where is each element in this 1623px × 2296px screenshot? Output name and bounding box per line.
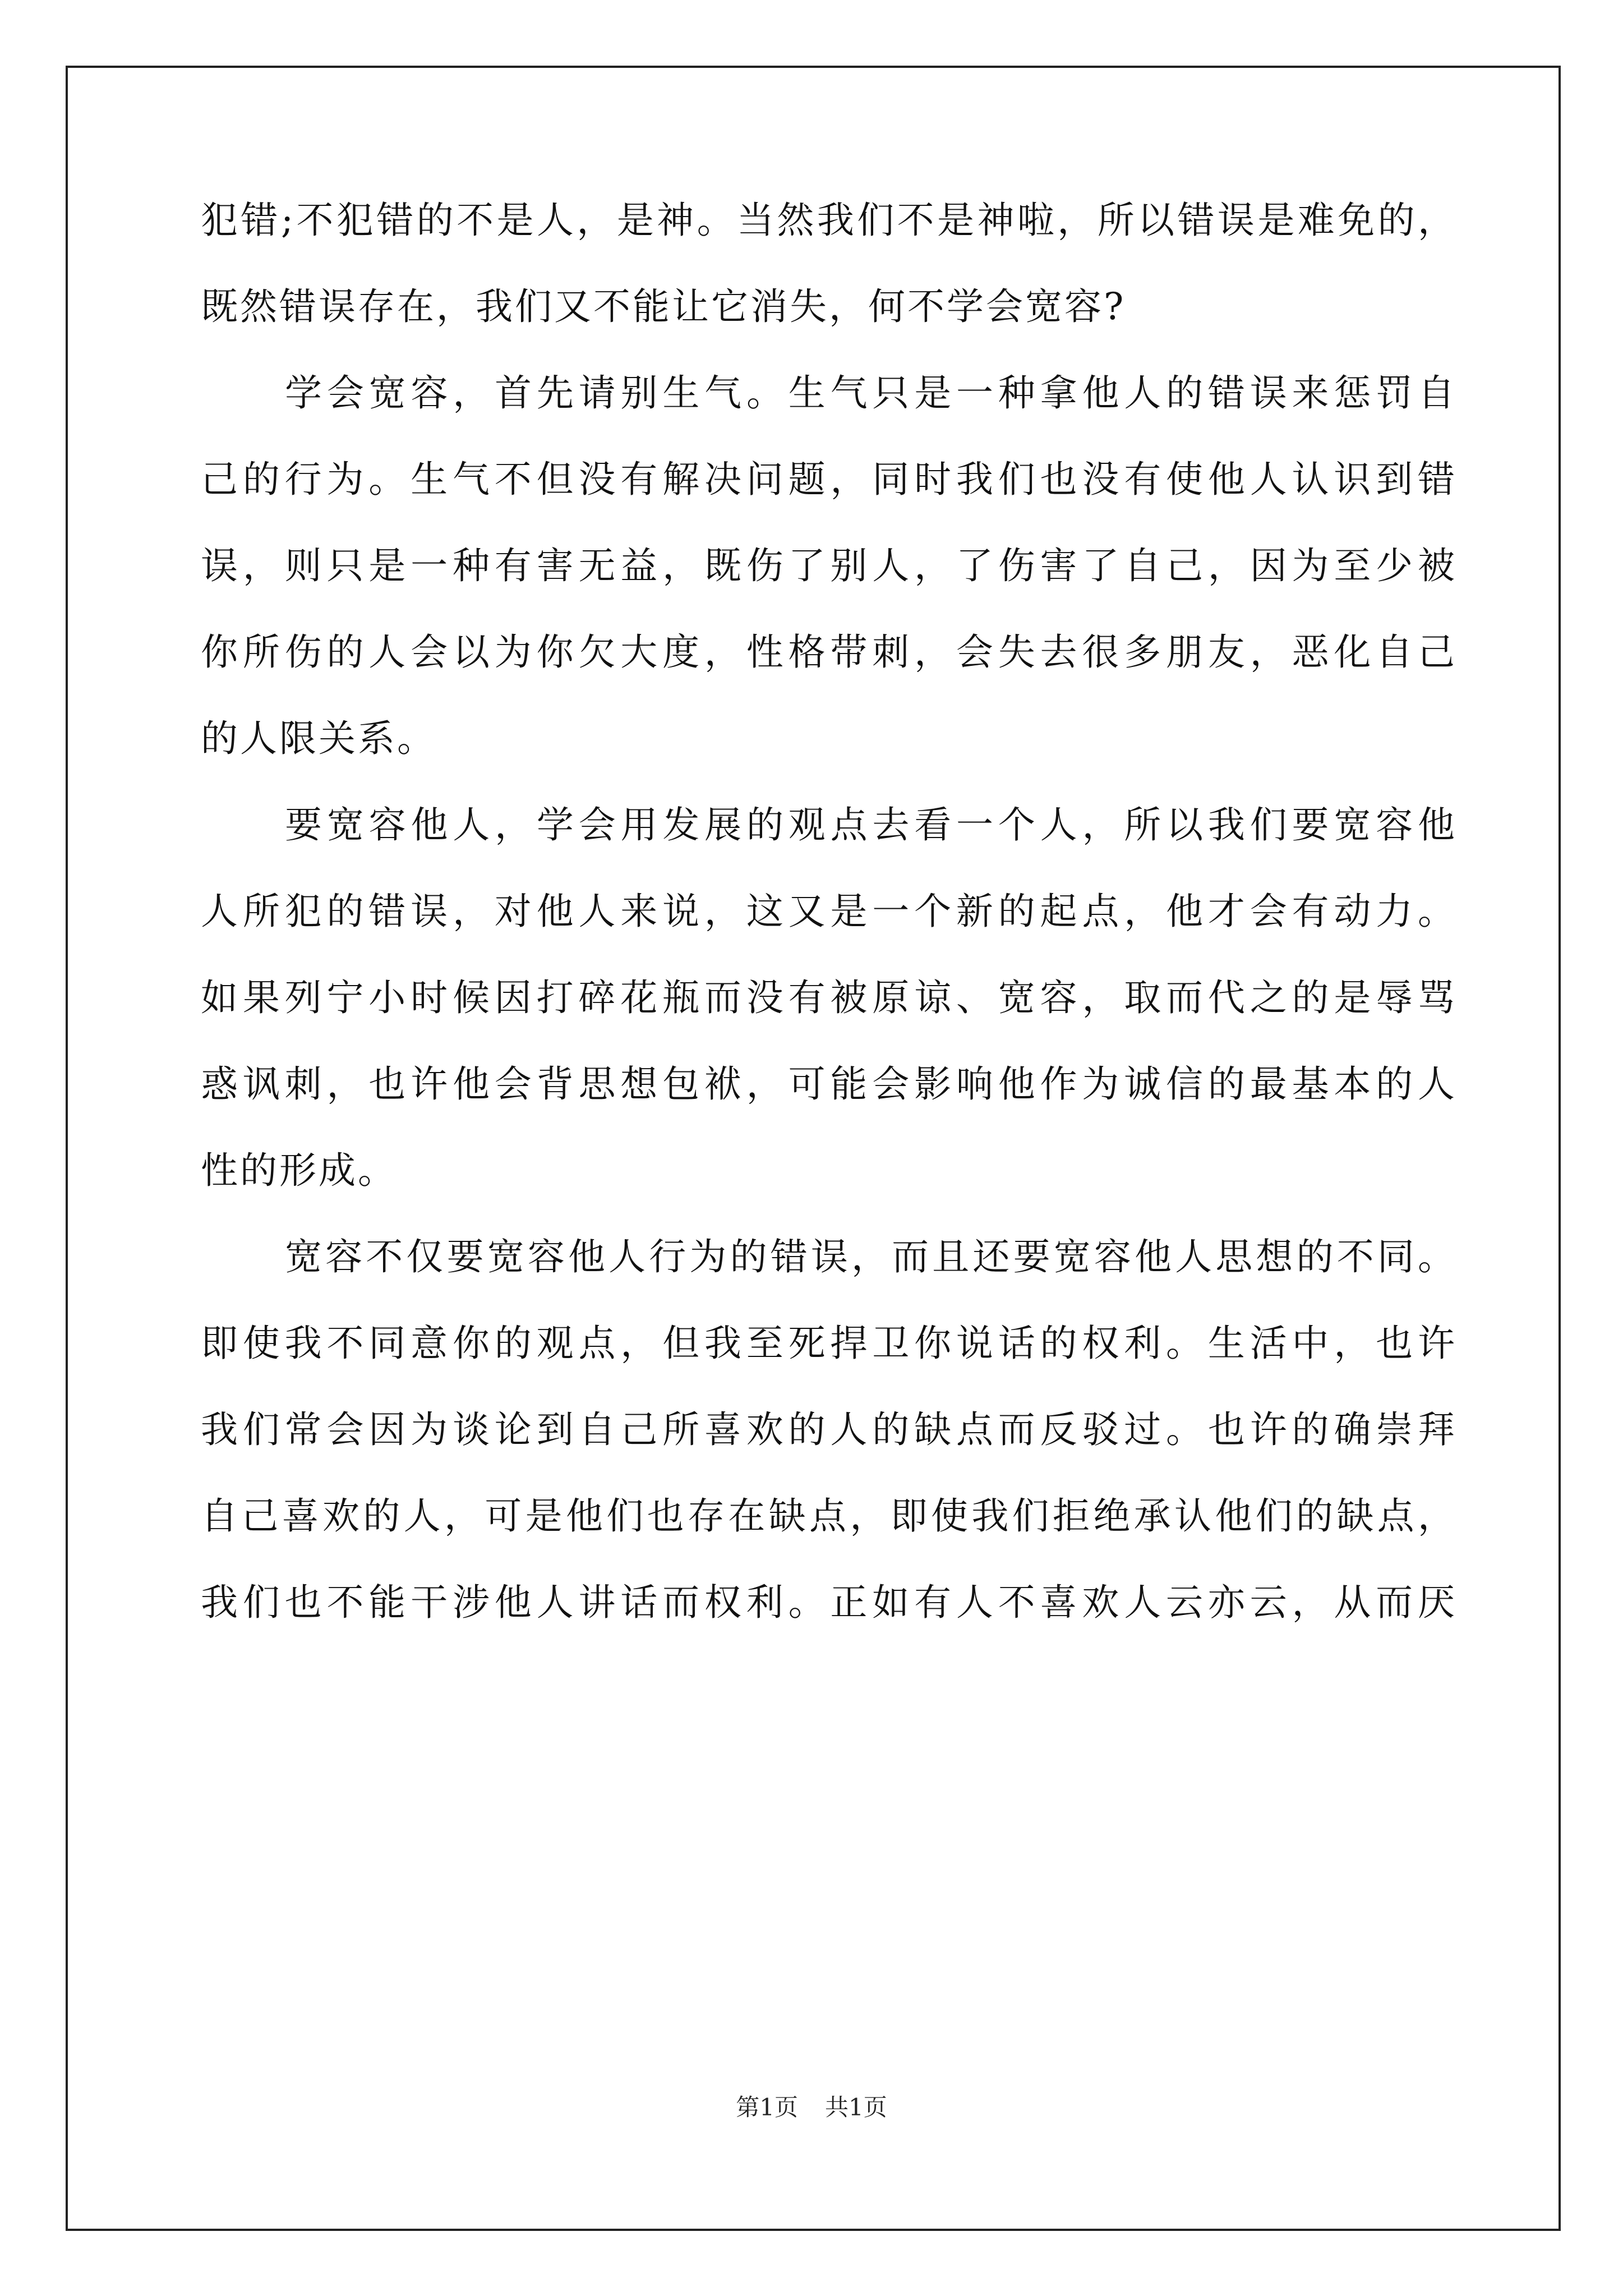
text-line: 惑讽刺，也许他会背思想包袱，可能会影响他作为诚信的最基本的人 [201, 1062, 1457, 1106]
text-line: 性的形成。 [201, 1149, 397, 1192]
text-line: 如果列宁小时候因打碎花瓶而没有被原谅、宽容，取而代之的是辱骂 [201, 976, 1457, 1019]
text-line: 误，则只是一种有害无益，既伤了别人，了伤害了自己，因为至少被 [201, 544, 1457, 587]
page-number: 第1页 [736, 2093, 798, 2121]
document-body [201, 199, 1457, 1671]
text-line: 己的行为。生气不但没有解决问题，同时我们也没有使他人认识到错 [201, 458, 1457, 501]
paragraph-start-line: 学会宽容，首先请别生气。生气只是一种拿他人的错误来惩罚自 [285, 371, 1457, 415]
text-line: 自己喜欢的人，可是他们也存在缺点，即使我们拒绝承认他们的缺点， [201, 1494, 1457, 1538]
text-line: 犯错;不犯错的不是人，是神。当然我们不是神啦，所以错误是难免的， [201, 199, 1457, 242]
text-line: 我们常会因为谈论到自己所喜欢的人的缺点而反驳过。也许的确崇拜 [201, 1408, 1457, 1451]
text-line: 我们也不能干涉他人讲话而权利。正如有人不喜欢人云亦云，从而厌 [201, 1581, 1457, 1624]
text-line: 你所伤的人会以为你欠大度，性格带刺，会失去很多朋友，恶化自己 [201, 631, 1457, 674]
text-line: 人所犯的错误，对他人来说，这又是一个新的起点，他才会有动力。 [201, 890, 1457, 933]
paragraph-start-line: 宽容不仅要宽容他人行为的错误，而且还要宽容他人思想的不同。 [285, 1235, 1457, 1278]
text-line: 既然错误存在，我们又不能让它消失，何不学会宽容? [201, 285, 1126, 328]
text-line: 的人限关系。 [201, 717, 436, 760]
page-footer [0, 2093, 1623, 2121]
page-total: 共1页 [825, 2093, 887, 2121]
text-line: 即使我不同意你的观点，但我至死捍卫你说话的权利。生活中，也许 [201, 1322, 1457, 1365]
paragraph-start-line: 要宽容他人，学会用发展的观点去看一个人，所以我们要宽容他 [285, 803, 1457, 846]
